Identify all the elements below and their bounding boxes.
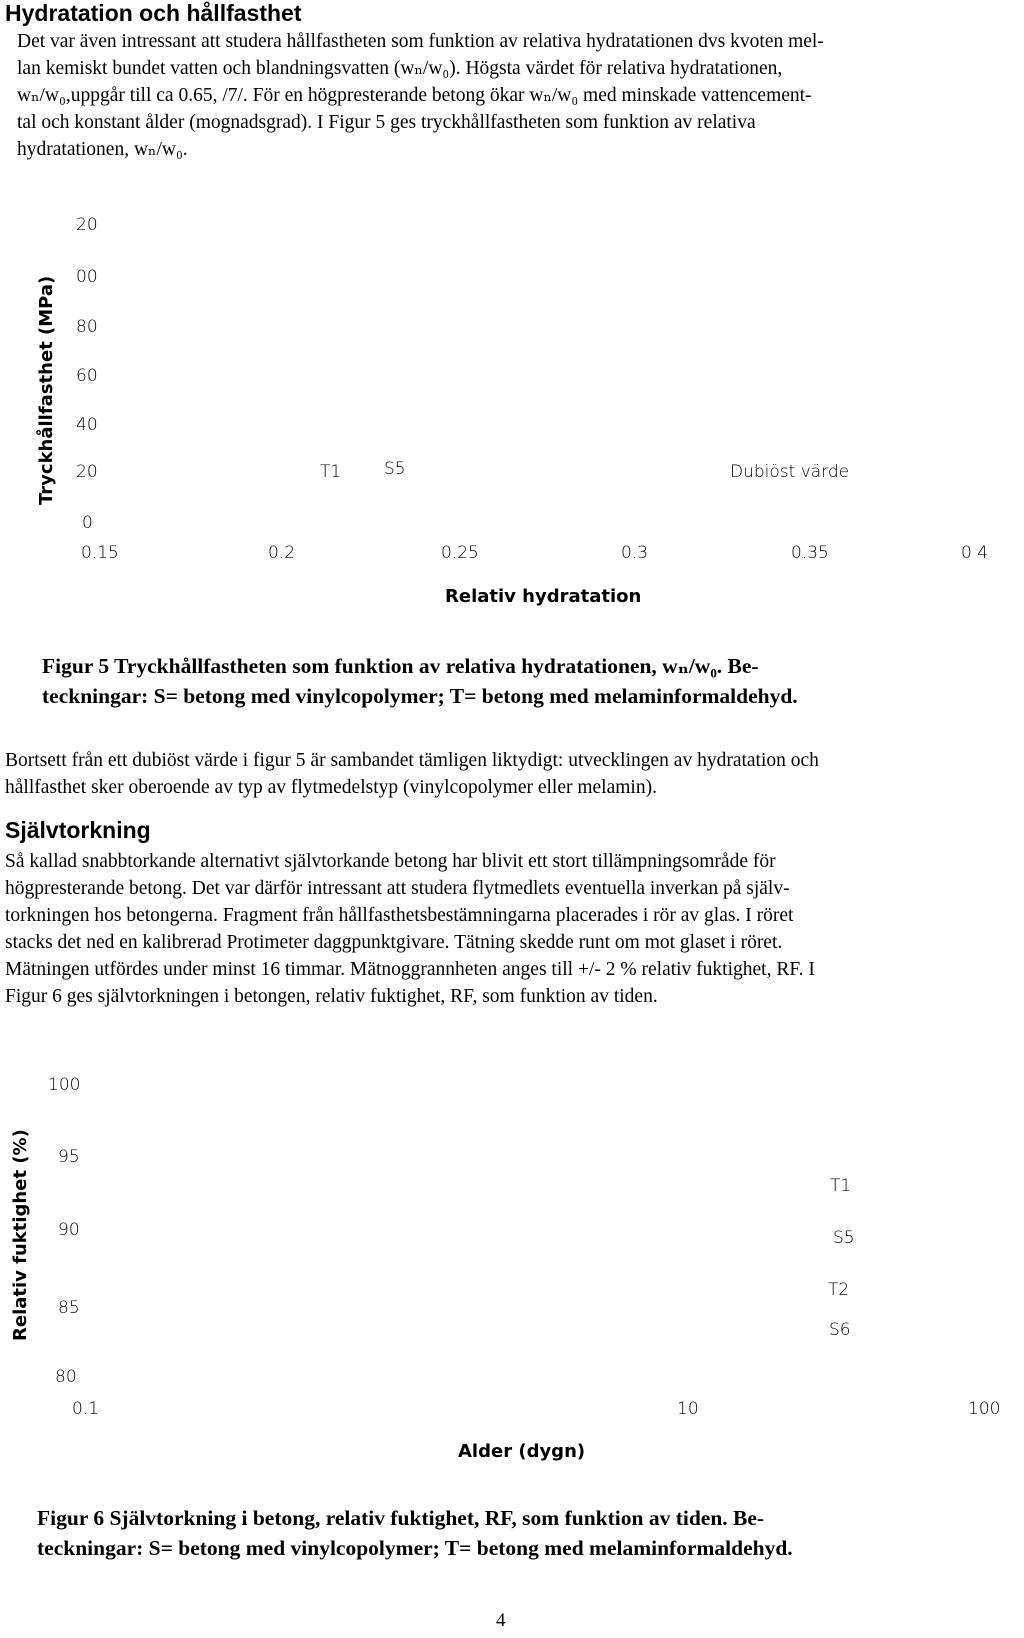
y-tick-label: 60 bbox=[76, 366, 98, 386]
x-tick-label: 0.2 bbox=[268, 543, 296, 563]
y-tick-label: 85 bbox=[58, 1298, 80, 1318]
x-tick-label: 0.15 bbox=[81, 543, 119, 563]
x-tick-label: 0.1 bbox=[72, 1399, 100, 1419]
y-axis-label: Tryckhållfasthet (MPa) bbox=[36, 275, 57, 505]
paragraph-sjalvtorkning bbox=[5, 848, 815, 1010]
x-tick-label: 100 bbox=[968, 1399, 1001, 1419]
section-heading-sjalvtorkning: Självtorkning bbox=[5, 817, 151, 843]
y-tick-label: 95 bbox=[58, 1147, 80, 1167]
figure-5-caption bbox=[42, 651, 798, 711]
paragraph-line: högpresterande betong. Det var därför intressant att studera flytmedlets eventuella inverkan på själv- bbox=[5, 878, 790, 899]
y-tick-label: 90 bbox=[58, 1220, 80, 1240]
paragraph-line: Bortsett från ett dubiöst värde i figur 5 är sambandet tämligen liktydigt: utvecklingen av hydratation och bbox=[5, 750, 819, 771]
paragraph-line: hydratationen, wₙ/w₀. bbox=[17, 139, 188, 160]
figure-6-caption bbox=[37, 1503, 793, 1563]
paragraph-hydratation bbox=[17, 28, 824, 163]
y-tick-label: 100 bbox=[48, 1075, 81, 1095]
y-tick-label: 40 bbox=[76, 415, 98, 435]
paragraph-line: tal och konstant ålder (mognadsgrad). I Figur 5 ges tryckhållfastheten som funktion av relativa bbox=[17, 112, 756, 133]
caption-line: teckningar: S= betong med vinylcopolymer; T= betong med melaminformaldehyd. bbox=[42, 684, 798, 708]
paragraph-dubious-value bbox=[5, 747, 819, 801]
figure-5-chart bbox=[0, 195, 1024, 625]
caption-line: teckningar: S= betong med vinylcopolymer; T= betong med melaminformaldehyd. bbox=[37, 1536, 793, 1560]
series-label-t1: T1 bbox=[830, 1176, 852, 1196]
point-label-s5: S5 bbox=[384, 459, 406, 479]
y-tick-label: 20 bbox=[76, 215, 98, 235]
series-label-s6: S6 bbox=[829, 1320, 851, 1340]
x-tick-label: 0 4 bbox=[961, 543, 989, 563]
paragraph-line: Så kallad snabbtorkande alternativt självtorkande betong har blivit ett stort tillämpningsområde för bbox=[5, 851, 776, 872]
y-tick-label: 20 bbox=[76, 462, 98, 482]
paragraph-line: wₙ/w₀,uppgår till ca 0.65, /7/. För en högpresterande betong ökar wₙ/w₀ med minskade vattencement- bbox=[17, 85, 812, 106]
y-tick-label: 0 bbox=[82, 513, 93, 533]
x-tick-label: 0.35 bbox=[791, 543, 829, 563]
paragraph-line: stacks det ned en kalibrerad Protimeter daggpunktgivare. Tätning skedde runt om mot glaset i röret. bbox=[5, 932, 783, 953]
paragraph-line: torkningen hos betongerna. Fragment från hållfasthetsbestämningarna placerades i rör av glas. I röret bbox=[5, 905, 794, 926]
x-axis-label: Alder (dygn) bbox=[458, 1441, 586, 1462]
y-tick-label: 00 bbox=[76, 267, 98, 287]
paragraph-line: Det var även intressant att studera hållfastheten som funktion av relativa hydratationen dvs kvoten mel- bbox=[17, 31, 824, 52]
figure-6-chart bbox=[0, 1065, 1024, 1465]
section-heading-hydratation: Hydratation och hållfasthet bbox=[5, 0, 302, 26]
x-tick-label: 0.3 bbox=[621, 543, 649, 563]
point-label-t1: T1 bbox=[320, 462, 342, 482]
paragraph-line: lan kemiskt bundet vatten och blandningsvatten (wₙ/w₀). Högsta värdet för relativa hydratationen, bbox=[17, 58, 783, 79]
caption-line: Figur 6 Självtorkning i betong, relativ fuktighet, RF, som funktion av tiden. Be- bbox=[37, 1506, 765, 1530]
y-tick-label: 80 bbox=[55, 1367, 77, 1387]
paragraph-line: hållfasthet sker oberoende av typ av flytmedelstyp (vinylcopolymer eller melamin). bbox=[5, 777, 657, 798]
series-label-s5: S5 bbox=[833, 1228, 855, 1248]
x-tick-label: 10 bbox=[677, 1399, 699, 1419]
series-label-t2: T2 bbox=[828, 1280, 850, 1300]
x-tick-label: 0.25 bbox=[441, 543, 479, 563]
y-axis-label: Relativ fuktighet (%) bbox=[10, 1129, 31, 1341]
y-tick-label: 80 bbox=[76, 317, 98, 337]
page-number: 4 bbox=[496, 1610, 506, 1631]
paragraph-line: Figur 6 ges självtorkningen i betongen, relativ fuktighet, RF, som funktion av tiden. bbox=[5, 986, 658, 1007]
x-axis-label: Relativ hydratation bbox=[445, 586, 642, 607]
caption-line: Figur 5 Tryckhållfastheten som funktion av relativa hydratationen, wₙ/w₀. Be- bbox=[42, 654, 759, 678]
paragraph-line: Mätningen utfördes under minst 16 timmar. Mätnoggrannheten anges till +/- 2 % relativ fuktighet, RF. I bbox=[5, 959, 815, 980]
annotation-dubious-value: Dubiöst värde bbox=[730, 462, 850, 482]
